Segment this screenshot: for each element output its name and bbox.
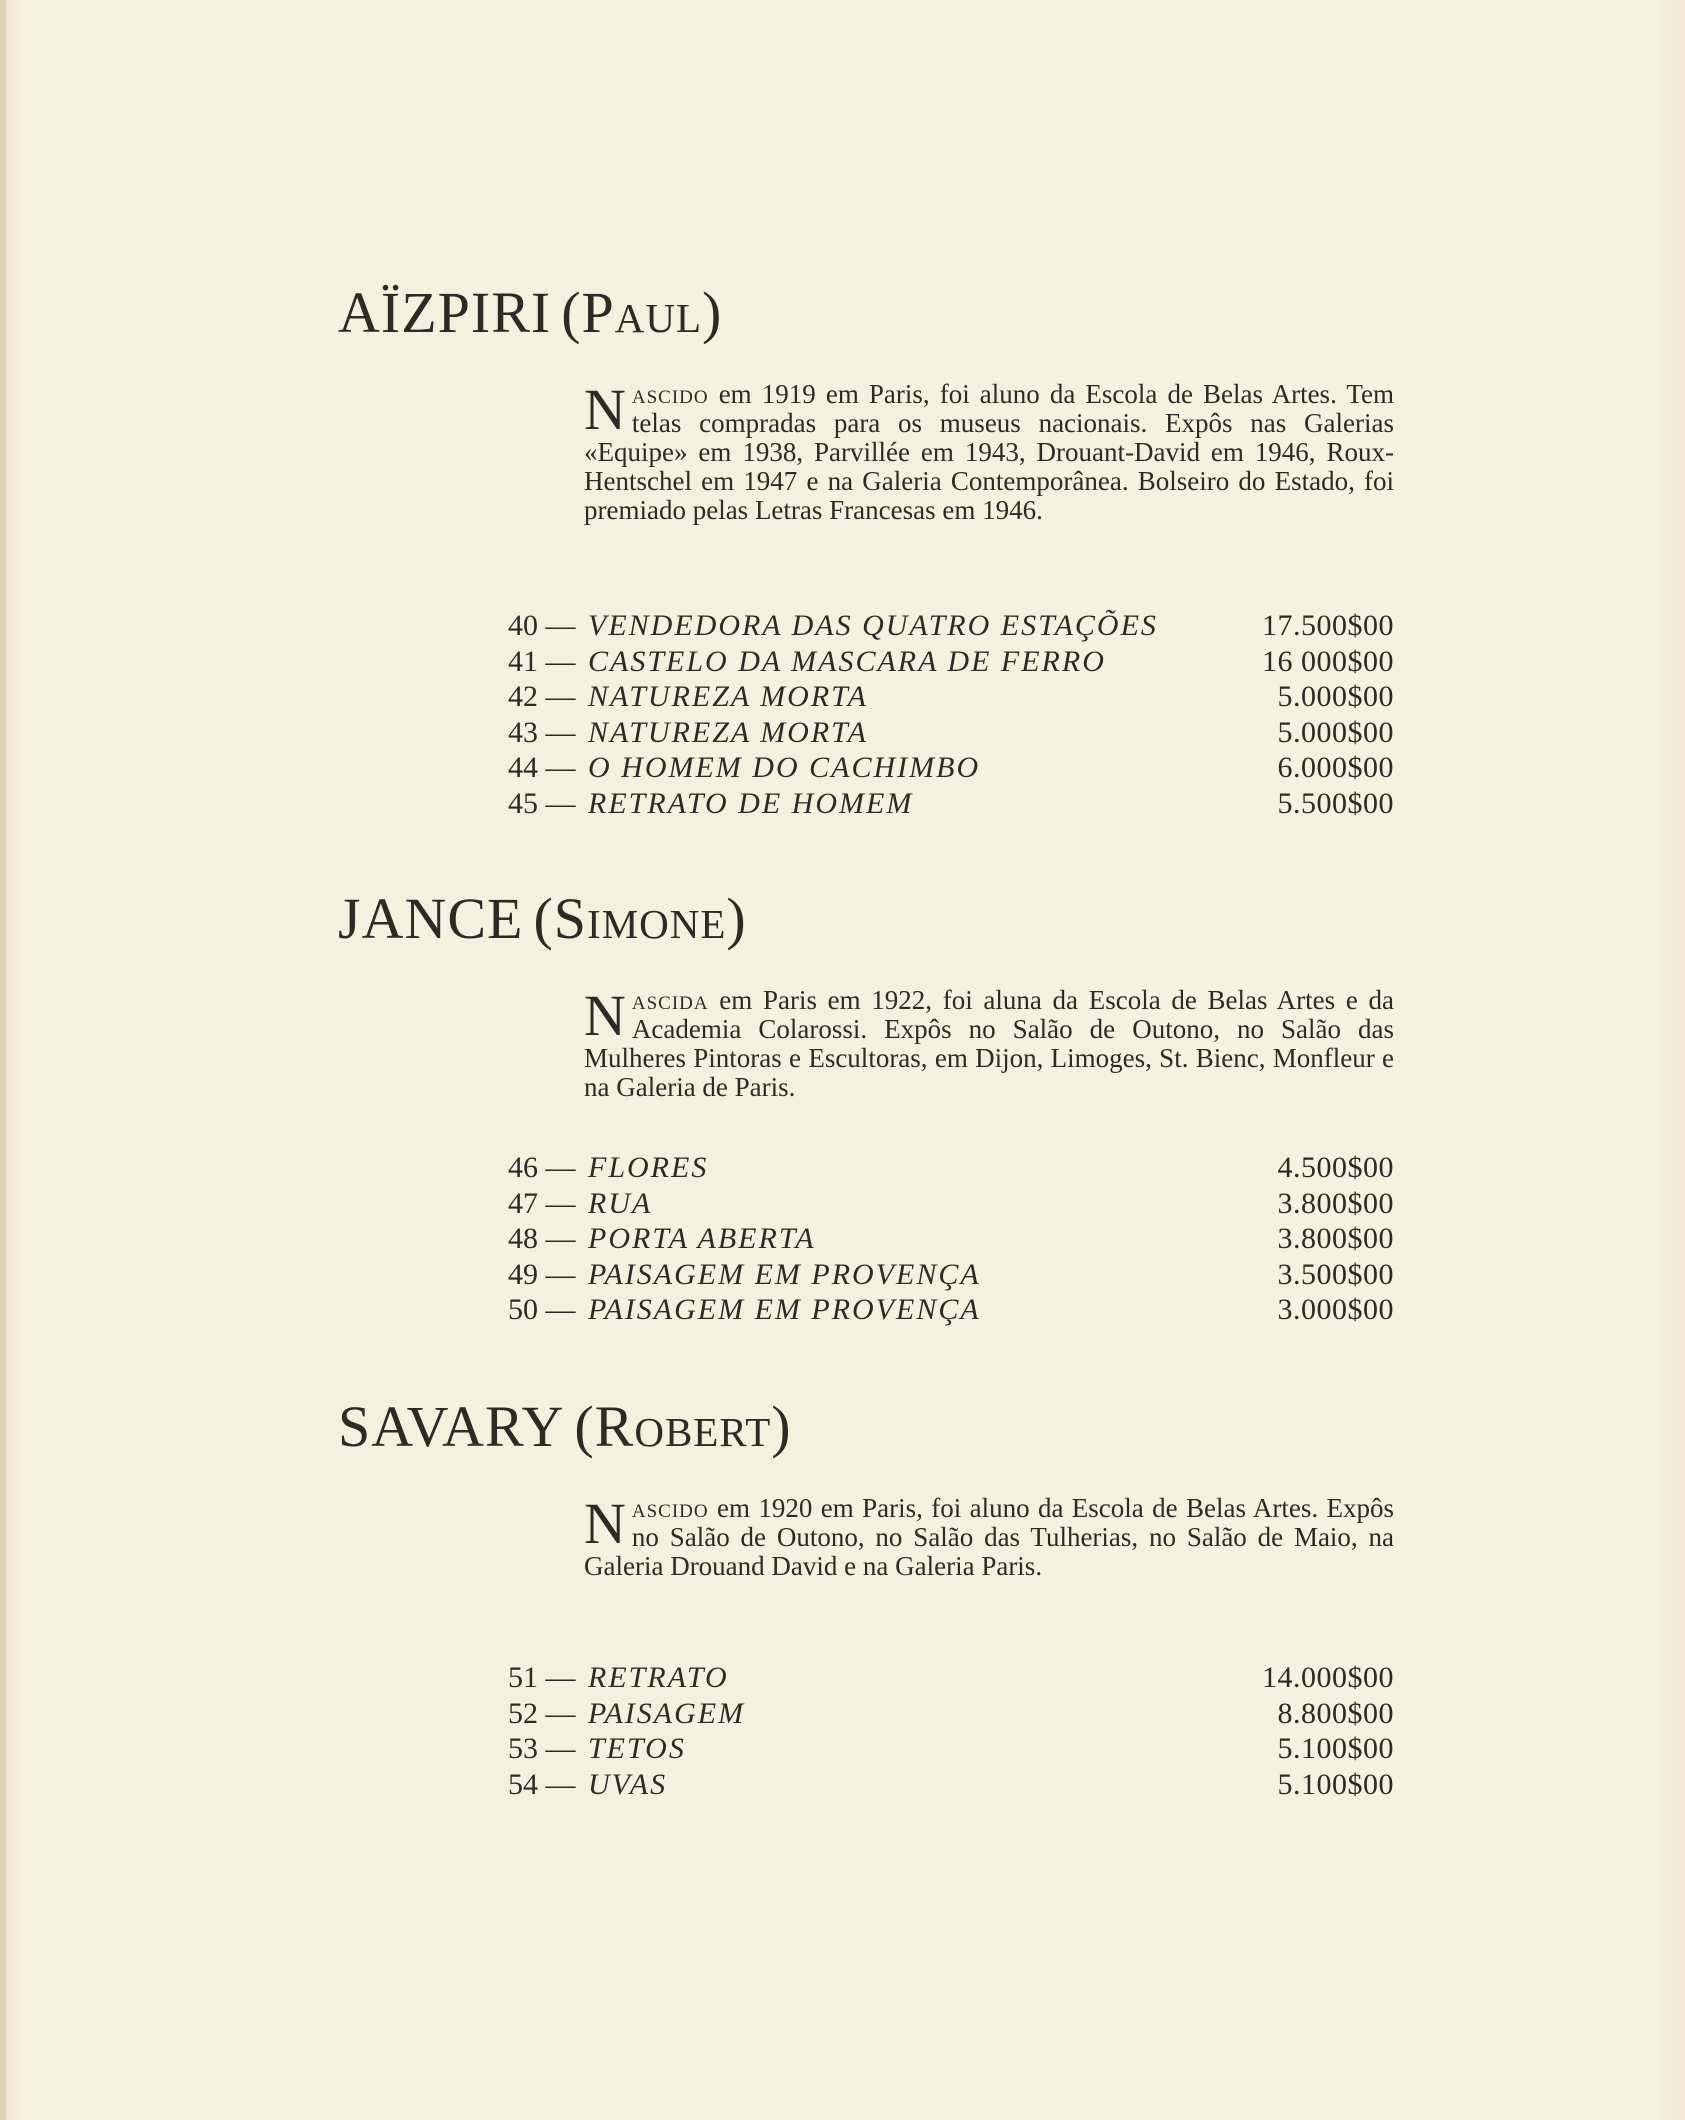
artist-given-name: (Robert) xyxy=(574,1394,792,1459)
work-title: UVAS xyxy=(588,1767,668,1801)
work-title: FLORES xyxy=(588,1151,709,1184)
work-item xyxy=(508,1660,1394,1696)
work-title: PAISAGEM EM PROVENÇA xyxy=(588,1293,981,1326)
work-price: 6.000$00 xyxy=(1277,751,1394,784)
artist-heading xyxy=(338,280,723,345)
work-number: 50 — xyxy=(508,1293,576,1326)
artist-surname: AÏZPIRI xyxy=(338,280,552,345)
work-price: 3.500$00 xyxy=(1277,1257,1394,1291)
work-price: 3.800$00 xyxy=(1277,1222,1394,1255)
work-title: O HOMEM DO CACHIMBO xyxy=(588,751,981,784)
work-price: 5.000$00 xyxy=(1277,715,1394,749)
artist-heading xyxy=(338,1394,792,1459)
work-title: NATUREZA MORTA xyxy=(588,680,868,713)
work-title: PAISAGEM xyxy=(588,1696,746,1730)
work-item xyxy=(508,715,1394,751)
work-number: 42 — xyxy=(508,680,576,713)
work-item xyxy=(508,1731,1394,1767)
page-edge xyxy=(0,0,6,2120)
work-price: 3.800$00 xyxy=(1277,1186,1394,1220)
work-number: 46 — xyxy=(508,1151,576,1184)
work-item xyxy=(508,1257,1394,1293)
work-item xyxy=(508,679,1394,715)
work-price: 4.500$00 xyxy=(1277,1151,1394,1184)
bio-lead-word: ascido xyxy=(631,1493,709,1523)
artist-heading xyxy=(338,886,747,951)
bio-drop-cap: N xyxy=(584,983,626,1048)
bio-drop-cap: N xyxy=(584,1491,626,1556)
work-item xyxy=(508,608,1394,644)
works-list xyxy=(508,608,1394,821)
work-title: PAISAGEM EM PROVENÇA xyxy=(588,1257,981,1291)
artist-biography xyxy=(584,983,1394,1102)
work-title: TETOS xyxy=(588,1732,686,1765)
work-number: 52 — xyxy=(508,1696,576,1730)
artist-surname: SAVARY xyxy=(338,1394,565,1459)
work-price: 16 000$00 xyxy=(1262,644,1394,678)
work-title: RETRATO xyxy=(588,1661,729,1694)
artist-surname: JANCE xyxy=(338,886,524,951)
work-price: 5.000$00 xyxy=(1277,680,1394,713)
work-number: 54 — xyxy=(508,1767,576,1801)
work-item xyxy=(508,644,1394,680)
works-list xyxy=(508,1660,1394,1802)
bio-lead-word: ascida xyxy=(631,985,709,1015)
work-title: VENDEDORA DAS QUATRO ESTAÇÕES xyxy=(588,609,1158,642)
work-item xyxy=(508,1696,1394,1732)
work-item xyxy=(508,1221,1394,1257)
artist-biography xyxy=(584,377,1394,525)
works-list xyxy=(508,1150,1394,1328)
work-item xyxy=(508,1767,1394,1803)
bio-drop-cap: N xyxy=(584,377,626,442)
work-number: 45 — xyxy=(508,786,576,820)
work-item xyxy=(508,1186,1394,1222)
work-price: 5.100$00 xyxy=(1277,1732,1394,1765)
work-item xyxy=(508,1150,1394,1186)
work-title: RETRATO DE HOMEM xyxy=(588,786,914,820)
work-number: 40 — xyxy=(508,609,576,642)
work-item xyxy=(508,1292,1394,1328)
work-title: NATUREZA MORTA xyxy=(588,715,868,749)
work-number: 44 — xyxy=(508,751,576,784)
work-title: RUA xyxy=(588,1186,653,1220)
work-item xyxy=(508,786,1394,822)
work-number: 43 — xyxy=(508,715,576,749)
artist-biography xyxy=(584,1491,1394,1581)
work-number: 41 — xyxy=(508,644,576,678)
work-title: PORTA ABERTA xyxy=(588,1222,816,1255)
bio-text: em 1920 em Paris, foi aluno da Escola de Belas Artes. Expôs no Salão de Outono, no Salão das Tulherias, no Salão de Maio, na Galeria Drouand David e na Galeria Paris. xyxy=(584,1493,1394,1581)
artist-given-name: (Paul) xyxy=(561,280,723,345)
work-number: 53 — xyxy=(508,1732,576,1765)
bio-text: em Paris em 1922, foi aluna da Escola de Belas Artes e da Academia Colarossi. Expôs no Salão de Outono, no Salão das Mulheres Pintoras e Escultoras, em Dijon, Limoges, St. Bienc, Monfleur e na Galeria de Paris. xyxy=(584,985,1394,1102)
work-number: 48 — xyxy=(508,1222,576,1255)
work-number: 47 — xyxy=(508,1186,576,1220)
work-title: CASTELO DA MASCARA DE FERRO xyxy=(588,644,1106,678)
work-price: 5.100$00 xyxy=(1277,1767,1394,1801)
bio-text: em 1919 em Paris, foi aluno da Escola de Belas Artes. Tem telas compradas para os museus nacionais. Expôs nas Galerias «Equipe» em 1938, Parvillée em 1943, Drouant-David em 1946, Roux-Hentschel em 1947 e na Galeria Contemporânea. Bolseiro do Estado, foi premiado pelas Letras Francesas em 1946. xyxy=(584,379,1394,525)
work-number: 49 — xyxy=(508,1257,576,1291)
work-price: 3.000$00 xyxy=(1277,1293,1394,1326)
artist-given-name: (Simone) xyxy=(533,886,747,951)
work-price: 17.500$00 xyxy=(1262,609,1394,642)
work-price: 14.000$00 xyxy=(1262,1661,1394,1694)
work-item xyxy=(508,750,1394,786)
work-number: 51 — xyxy=(508,1661,576,1694)
work-price: 8.800$00 xyxy=(1277,1696,1394,1730)
bio-lead-word: ascido xyxy=(631,379,709,409)
work-price: 5.500$00 xyxy=(1277,786,1394,820)
